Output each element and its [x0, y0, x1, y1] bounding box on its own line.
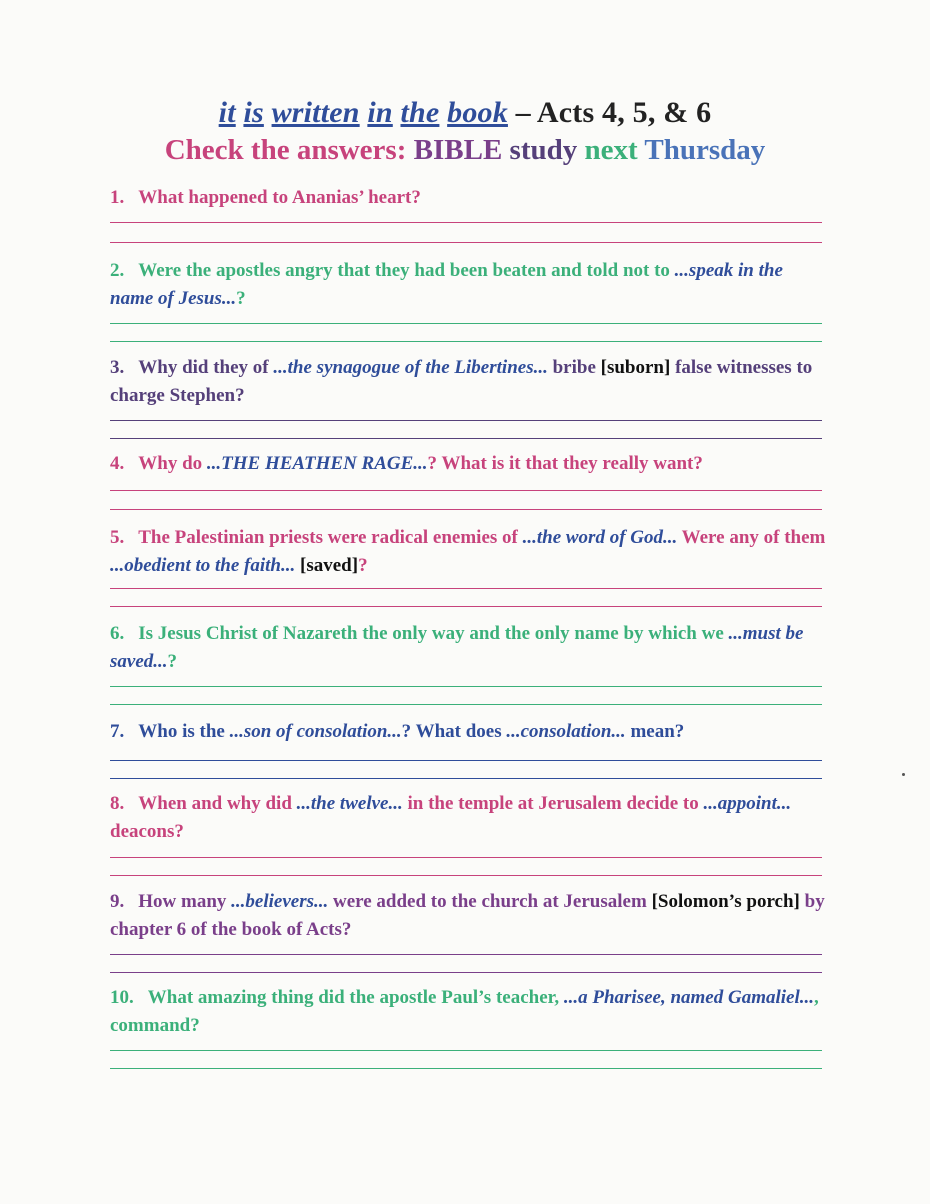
question-1 — [110, 184, 830, 212]
question-text-segment: ...a Pharisee, named Gamaliel... — [563, 987, 814, 1008]
answer-line — [110, 704, 822, 705]
answer-line — [110, 420, 822, 421]
question-text-segment: false witnesses to charge Stephen? — [110, 357, 813, 406]
question-9 — [110, 888, 830, 944]
answer-line — [110, 490, 822, 491]
question-text-segment: ...THE HEATHEN RAGE... — [206, 453, 428, 474]
question-text-segment: ...speak in the name of Jesus... — [110, 260, 783, 309]
answer-line — [110, 686, 822, 687]
question-text-segment: ? — [358, 555, 368, 576]
question-8 — [110, 790, 830, 846]
question-number: 10. — [110, 987, 134, 1008]
question-text-segment: Who is the — [138, 721, 230, 742]
answer-line — [110, 857, 822, 858]
question-text-segment: [saved] — [295, 555, 359, 576]
answer-line — [110, 222, 822, 223]
question-4 — [110, 450, 830, 478]
question-number: 3. — [110, 357, 125, 378]
question-text-segment: How many — [138, 891, 232, 912]
worksheet-title — [0, 96, 930, 130]
title-word: book — [447, 96, 508, 129]
answer-line — [110, 438, 822, 439]
title-word: is — [243, 96, 264, 129]
scan-speck — [902, 773, 905, 776]
question-text-segment: Is Jesus Christ of Nazareth the only way and the only name by which we — [138, 623, 729, 644]
question-text-segment: , command? — [110, 987, 819, 1036]
question-text-segment: ? What does — [401, 721, 507, 742]
question-text-segment: deacons? — [110, 821, 184, 842]
subtitle-next: next — [584, 134, 645, 166]
answer-line — [110, 341, 822, 342]
question-text-segment: Why do — [138, 453, 207, 474]
question-text-segment: ...consolation... — [506, 721, 626, 742]
question-text-segment: ? — [167, 651, 178, 672]
answer-line — [110, 242, 822, 243]
question-5 — [110, 524, 830, 580]
answer-line — [110, 1068, 822, 1069]
title-word: written — [271, 96, 360, 129]
question-number: 2. — [110, 260, 125, 281]
title-word: it — [218, 96, 236, 129]
worksheet-subtitle — [0, 134, 930, 167]
answer-line — [110, 323, 822, 324]
answer-line — [110, 954, 822, 955]
title-suffix: – Acts 4, 5, & 6 — [507, 96, 712, 129]
question-text-segment: mean? — [625, 721, 685, 742]
title-word: in — [367, 96, 393, 129]
question-number: 6. — [110, 623, 125, 644]
question-text-segment: ...must be saved... — [110, 623, 804, 672]
question-text-segment: bribe — [547, 357, 601, 378]
question-text-segment: ...the synagogue of the Libertines... — [273, 357, 548, 378]
answer-line — [110, 760, 822, 761]
answer-line — [110, 875, 822, 876]
subtitle-study: study — [509, 134, 585, 166]
question-text-segment: by chapter 6 of the book of Acts? — [110, 891, 825, 940]
question-text-segment: ...appoint... — [703, 793, 792, 814]
question-text-segment: The Palestinian priests were radical enemies of — [138, 527, 523, 548]
title-word: the — [400, 96, 440, 129]
question-number: 5. — [110, 527, 125, 548]
question-text-segment: What amazing thing did the apostle Paul’s teacher, — [147, 987, 564, 1008]
answer-line — [110, 606, 822, 607]
question-text-segment: ? — [236, 288, 246, 309]
answer-line — [110, 1050, 822, 1051]
question-7 — [110, 718, 830, 746]
question-text-segment: Were the apostles angry that they had been beaten and told not to — [138, 260, 675, 281]
answer-line — [110, 778, 822, 779]
answer-line — [110, 509, 822, 510]
question-2 — [110, 257, 830, 313]
question-text-segment: ...the word of God... — [522, 527, 678, 548]
question-text-segment: When and why did — [138, 793, 297, 814]
subtitle-check: Check the answers: — [164, 134, 414, 166]
question-10 — [110, 984, 830, 1040]
question-text-segment: ...obedient to the faith... — [110, 555, 296, 576]
question-text-segment: ? What is it that they really want? — [427, 453, 703, 474]
question-text-segment: ...believers... — [231, 891, 329, 912]
question-number: 8. — [110, 793, 125, 814]
question-text-segment: Why did they of — [138, 357, 274, 378]
question-number: 9. — [110, 891, 125, 912]
question-text-segment: ...son of consolation... — [229, 721, 402, 742]
question-3 — [110, 354, 830, 410]
question-6 — [110, 620, 830, 676]
question-text-segment: in the temple at Jerusalem decide to — [402, 793, 704, 814]
question-text-segment: [suborn] — [600, 357, 671, 378]
question-number: 7. — [110, 721, 125, 742]
question-number: 1. — [110, 187, 125, 208]
question-text-segment: What happened to Ananias’ heart? — [138, 187, 421, 208]
question-text-segment: [Solomon’s porch] — [651, 891, 800, 912]
answer-line — [110, 588, 822, 589]
question-text-segment: Were any of them — [677, 527, 826, 548]
subtitle-bible: BIBLE — [413, 134, 510, 166]
question-number: 4. — [110, 453, 125, 474]
question-text-segment: were added to the church at Jerusalem — [328, 891, 652, 912]
subtitle-thursday: Thursday — [644, 134, 766, 166]
question-text-segment: ...the twelve... — [296, 793, 403, 814]
answer-line — [110, 972, 822, 973]
